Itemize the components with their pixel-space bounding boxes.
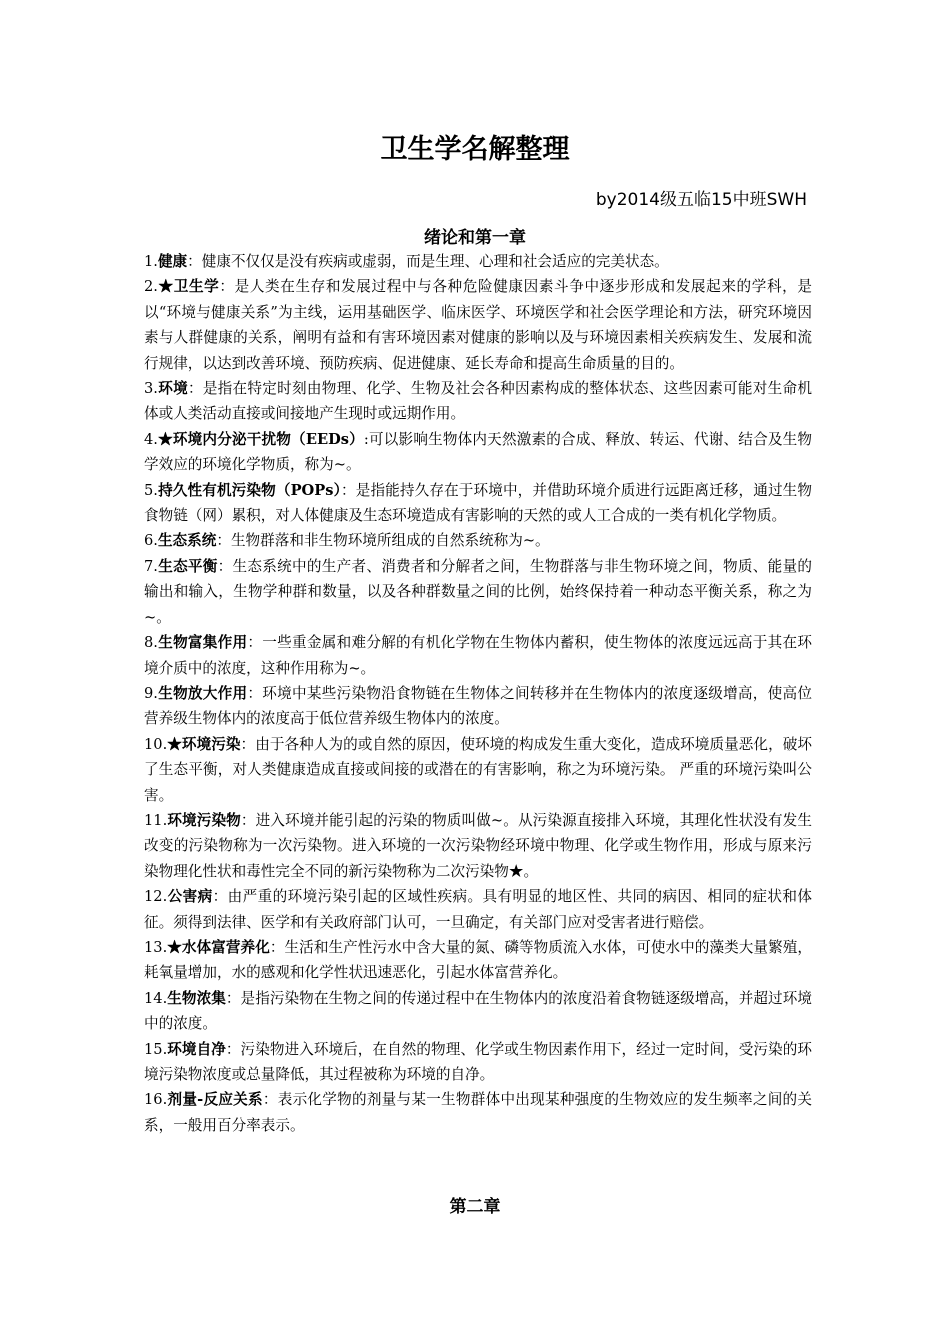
section-heading: 第二章 bbox=[449, 1197, 501, 1217]
entry-number: 7. bbox=[144, 557, 158, 575]
entry-term: 持久性有机污染物（POPs） bbox=[157, 481, 341, 499]
entry-number: 5. bbox=[144, 481, 158, 499]
definition-entry bbox=[144, 1087, 812, 1138]
entry-separator: : bbox=[363, 430, 369, 448]
entry-definition: 是指污染物在生物之间的传递过程中在生物体内的浓度沿着食物链逐级增高，并超过环境中的浓度。 bbox=[144, 989, 812, 1033]
entry-separator: ： bbox=[240, 735, 256, 753]
entry-number: 13. bbox=[144, 938, 168, 956]
entry-number: 1. bbox=[144, 253, 158, 270]
entry-definition: 生活和生产性污水中含大量的氮、磷等物质流入水体，可使水中的藻类大量繁殖，耗氧量增加，水的感观和化学性状迅速恶化，引起水体富营养化。 bbox=[144, 938, 812, 982]
entry-definition: 生物群落和非生物环境所组成的自然系统称为~。 bbox=[230, 532, 550, 550]
entry-number: 9. bbox=[144, 684, 158, 702]
entry-term: 健康 bbox=[157, 253, 188, 270]
entry-definition: 进入环境并能引起的污染的物质叫做~。从污染源直接排入环境，其理化性状没有发生改变的污染物称为一次污染物。进入环境的一次污染物经环境中物理、化学或生物作用，形成与原来污染物理化性状和毒性完全不同的新污染物称为二次污染物★。 bbox=[144, 811, 812, 880]
entry-number: 10. bbox=[144, 735, 168, 753]
definition-entry bbox=[144, 732, 812, 808]
entry-number: 4. bbox=[144, 430, 158, 448]
entry-separator: ： bbox=[269, 938, 285, 956]
entry-separator: ： bbox=[216, 532, 231, 550]
definition-entry bbox=[144, 681, 812, 732]
entry-term: 生物放大作用 bbox=[157, 684, 248, 702]
entry-term: 剂量-反应关系 bbox=[167, 1091, 263, 1109]
definition-entry bbox=[144, 427, 812, 478]
definition-entry bbox=[144, 478, 812, 529]
entry-definition: 健康不仅仅是没有疾病或虚弱，而是生理、心理和社会适应的完美状态。 bbox=[201, 253, 669, 270]
entry-number: 16. bbox=[144, 1091, 168, 1109]
entry-separator: ： bbox=[262, 1091, 278, 1109]
entry-number: 15. bbox=[144, 1040, 168, 1058]
entry-separator: ： bbox=[187, 253, 202, 270]
definition-entry bbox=[144, 630, 812, 681]
definition-entry bbox=[144, 935, 812, 986]
entry-term: 生态系统 bbox=[157, 532, 217, 550]
entry-separator: ： bbox=[247, 684, 263, 702]
entry-definition: 是指能持久存在于环境中，并借助环境介质进行远距离迁移，通过生物食物链（网）累积，对人体健康及生态环境造成有害影响的天然的或人工合成的一类有机化学物质。 bbox=[144, 481, 812, 525]
entry-definition: 是指在特定时刻由物理、化学、生物及社会各种因素构成的整体状态、这些因素可能对生命机体或人类活动直接或间接地产生现时或远期作用。 bbox=[144, 380, 812, 423]
definition-list bbox=[144, 249, 812, 1138]
entry-separator: ： bbox=[187, 380, 203, 398]
entry-number: 14. bbox=[144, 989, 168, 1007]
entry-term: 生物富集作用 bbox=[157, 634, 248, 652]
entry-number: 11. bbox=[144, 811, 168, 829]
definition-entry bbox=[144, 249, 812, 274]
entry-separator: ： bbox=[240, 811, 256, 829]
entry-separator: ： bbox=[219, 278, 235, 296]
entry-separator: ： bbox=[341, 481, 356, 499]
entry-definition: 是人类在生存和发展过程中与各种危险健康因素斗争中逐步形成和发展起来的学科，是以“环境与健康关系”为主线，运用基础医学、临床医学、环境医学和社会医学理论和方法，研究环境因素与人群健康的关系，阐明有益和有害环境因素对健康的影响以及与环境因素相关疾病发生、发展和流行规律，以达到改善环境、预防疾病、促进健康、延长寿命和提高生命质量的目的。 bbox=[144, 278, 812, 372]
entry-definition: 由严重的环境污染引起的区域性疾病。具有明显的地区性、共同的病因、相同的症状和体征。须得到法律、医学和有关政府部门认可，一旦确定，有关部门应对受害者进行赔偿。 bbox=[144, 888, 812, 931]
document-author: by2014级五临15中班SWH bbox=[595, 190, 807, 210]
definition-entry bbox=[144, 986, 812, 1037]
entry-term: ★卫生学 bbox=[157, 278, 220, 296]
definition-entry bbox=[144, 808, 812, 884]
entry-term: ★环境污染 bbox=[167, 735, 241, 753]
entry-definition: 污染物进入环境后，在自然的物理、化学或生物因素作用下，经过一定时间，受污染的环境污染物浓度或总量降低，其过程被称为环境的自净。 bbox=[144, 1040, 812, 1083]
definition-entry bbox=[144, 884, 812, 935]
entry-number: 8. bbox=[144, 634, 158, 652]
entry-term: 环境自净 bbox=[167, 1040, 226, 1058]
definition-entry bbox=[144, 376, 812, 427]
entry-definition: 一些重金属和难分解的有机化学物在生物体内蓄积，使生物体的浓度远远高于其在环境介质中的浓度，这种作用称为~。 bbox=[144, 634, 812, 677]
entry-separator: ： bbox=[247, 634, 263, 652]
entry-term: 生态平衡 bbox=[157, 557, 218, 575]
entry-term: 生物浓集 bbox=[167, 989, 226, 1007]
document-title: 卫生学名解整理 bbox=[380, 134, 570, 165]
entry-term: 环境 bbox=[157, 380, 188, 398]
entry-number: 12. bbox=[144, 888, 168, 906]
definition-entry bbox=[144, 274, 812, 376]
entry-term: 公害病 bbox=[167, 888, 213, 906]
entry-separator: ： bbox=[225, 989, 241, 1007]
entry-term: ★环境内分泌干扰物（EEDs） bbox=[157, 430, 364, 448]
entry-separator: ： bbox=[217, 557, 233, 575]
entry-definition: 可以影响生物体内天然激素的合成、释放、转运、代谢、结合及生物学效应的环境化学物质，称为~。 bbox=[144, 430, 812, 474]
entry-number: 6. bbox=[144, 532, 158, 550]
definition-entry bbox=[144, 1037, 812, 1088]
entry-term: 环境污染物 bbox=[167, 811, 241, 829]
entry-number: 3. bbox=[144, 380, 158, 398]
entry-separator: ： bbox=[225, 1040, 241, 1058]
entry-term: ★水体富营养化 bbox=[167, 938, 270, 956]
entry-definition: 环境中某些污染物沿食物链在生物体之间转移并在生物体内的浓度逐级增高，使高位营养级生物体内的浓度高于低位营养级生物体内的浓度。 bbox=[144, 684, 812, 728]
entry-number: 2. bbox=[144, 278, 158, 296]
entry-definition: 表示化学物的剂量与某一生物群体中出现某种强度的生物效应的发生频率之间的关系，一般用百分率表示。 bbox=[144, 1091, 812, 1134]
entry-separator: ： bbox=[212, 888, 228, 906]
definition-entry bbox=[144, 528, 812, 553]
section-heading: 绪论和第一章 bbox=[424, 228, 526, 248]
definition-entry bbox=[144, 554, 812, 630]
entry-definition: 生态系统中的生产者、消费者和分解者之间，生物群落与非生物环境之间，物质、能量的输出和输入，生物学种群和数量，以及各种群数量之间的比例，始终保持着一种动态平衡关系，称之为~。 bbox=[144, 557, 812, 626]
entry-definition: 由于各种人为的或自然的原因，使环境的构成发生重大变化，造成环境质量恶化，破坏了生态平衡，对人类健康造成直接或间接的或潜在的有害影响，称之为环境污染。 严重的环境污染叫公害。 bbox=[144, 735, 812, 804]
